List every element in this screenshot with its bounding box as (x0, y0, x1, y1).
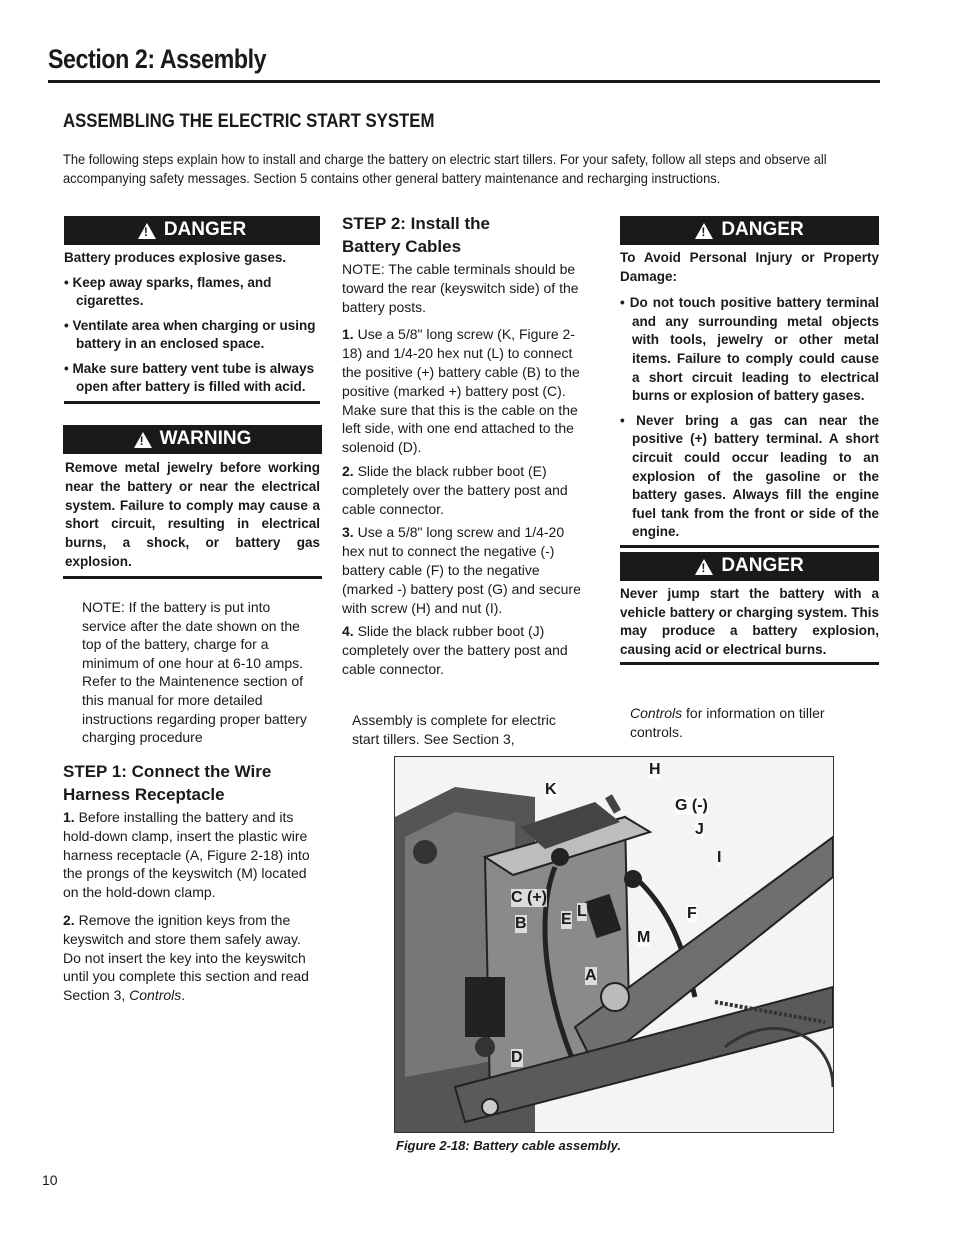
warning-triangle-icon (695, 223, 713, 239)
section-title: Section 2: Assembly (48, 44, 267, 74)
figure-callout: L (577, 903, 587, 920)
step-text: Slide the black rubber boot (E) completely over the battery post and cable connector. (342, 462, 568, 517)
figure-caption: Figure 2-18: Battery cable assembly. (396, 1138, 621, 1153)
controls-text (630, 704, 850, 742)
danger-banner-3 (620, 552, 879, 581)
section-divider (48, 80, 880, 83)
danger-label: DANGER (721, 219, 804, 241)
intro-paragraph: The following steps explain how to install and charge the battery on electric start tillers. For your safety, follow all steps and observe all accompanying safety messages. Section 5 contains other general battery maintenance and recharging instructions. (63, 151, 827, 186)
danger-body-1 (64, 245, 320, 404)
danger-body-2 (620, 245, 879, 548)
warning-box (63, 425, 322, 579)
step-number: 4. (342, 623, 354, 640)
controls-text-rest: for information on tiller controls. (630, 705, 825, 740)
figure-callout: G (-) (675, 797, 708, 814)
step-text: Slide the black rubber boot (J) completely over the battery post and cable connector. (342, 623, 568, 677)
figure-callout: I (717, 849, 722, 866)
warning-text: Remove metal jewelry before working near the battery or near the electrical system. Failure to comply may cause a short circuit, resulting in electrical burns, a shock, or battery gas explosion. (63, 454, 322, 579)
figure-callout: M (637, 929, 651, 946)
step-text: Before installing the battery and its hold-down clamp, insert the plastic wire harness receptacle (A, Figure 2-18) into the prongs of the keyswitch (M) located on the hold-down clamp. (63, 809, 310, 901)
danger-bullet: • Make sure battery vent tube is always open after battery is filled with acid. (64, 360, 315, 394)
assembly-complete-text: Assembly is complete for electric start tillers. See Section 3, (352, 712, 556, 747)
battery-note: NOTE: If the battery is put into service after the date shown on the top of the battery, charge for a minimum of one hour at 6-10 amps. Refer to the Maintenence section of this manual for more detailed instructions regarding proper battery charging procedure (82, 599, 307, 746)
step-number: 2. (342, 462, 354, 479)
step1-heading: STEP 1: Connect the Wire Harness Receptacle (63, 762, 272, 804)
battery-assembly-illustration (395, 757, 833, 1132)
warning-triangle-icon (134, 432, 152, 448)
danger-lead: To Avoid Personal Injury or Property Damage: (620, 250, 879, 284)
danger-banner-1 (64, 216, 320, 245)
danger-banner-2 (620, 216, 879, 245)
warning-triangle-icon (138, 223, 156, 239)
step-number: 1. (342, 326, 354, 343)
step1 (63, 760, 321, 1005)
step2-item-2 (342, 462, 590, 518)
figure-callout: D (511, 1049, 523, 1066)
danger-label: DANGER (721, 555, 804, 577)
step2 (342, 212, 590, 679)
controls-reference: Controls (129, 987, 182, 1004)
figure-callout: E (561, 911, 572, 928)
warning-label: WARNING (159, 428, 252, 450)
battery-cable-figure (394, 756, 834, 1133)
controls-reference: Controls (630, 705, 683, 721)
danger-bullet: • Ventilate area when charging or using battery in an enclosed space. (64, 317, 316, 351)
figure-callout: A (585, 967, 597, 984)
danger-text-3: Never jump start the battery with a vehicle battery or charging system. This may produce a battery explosion, causing acid or electrical burns. (620, 581, 879, 665)
danger-box-1 (64, 216, 320, 404)
page-number: 10 (42, 1172, 58, 1188)
step-text: Remove the ignition keys from the keyswitch and store them safely away. Do not insert the key into the keyswitch until you complete this section and read Section 3, (63, 911, 309, 1004)
warning-triangle-icon (695, 559, 713, 575)
danger-lead: Battery produces explosive gases. (64, 250, 287, 265)
figure-callout: K (545, 781, 557, 798)
step-number: 1. (63, 809, 75, 825)
step-text: Use a 5/8" long screw and 1/4-20 hex nut to connect the negative (-) battery cable (F) to the negative (marked -) battery post (G) and secure with screw (H) and nut (I). (342, 524, 581, 616)
warning-banner (63, 425, 322, 454)
step1-paragraph-2 (63, 911, 321, 1005)
step-text: . (181, 987, 186, 1004)
step2-item-1 (342, 325, 590, 457)
step2-item-4 (342, 622, 590, 678)
figure-callout: H (649, 761, 661, 778)
step2-heading: STEP 2: Install the Battery Cables (342, 214, 491, 256)
step2-note: NOTE: The cable terminals should be toward the rear (keyswitch side) of the battery posts. (342, 261, 579, 315)
step-text: Use a 5/8" long screw (K, Figure 2-18) and 1/4-20 hex nut (L) to connect the positive (+) battery cable (B) to the positive (marked +) battery post (C). Make sure that this is the cable on the left side, with one end attached to the solenoid (D). (342, 326, 580, 456)
danger-label: DANGER (163, 219, 247, 241)
figure-callout: B (515, 915, 527, 932)
subheading: ASSEMBLING THE ELECTRIC START SYSTEM (63, 110, 435, 132)
danger-bullet: • Keep away sparks, flames, and cigarettes. (64, 274, 272, 308)
danger-bullet: • Never bring a gas can near the positive (+) battery terminal. A short circuit could occur leading to an explosion of the gasoline or the battery gases. Always fill the engine fuel tank from the front or side of the engine. (620, 412, 879, 540)
figure-callout: J (695, 821, 704, 838)
danger-box-3 (620, 552, 879, 665)
figure-callout: F (687, 905, 697, 922)
figure-callout: C (+) (511, 889, 547, 906)
step2-item-3 (342, 523, 590, 617)
danger-bullet: • Do not touch positive battery terminal and any surrounding metal objects with tools, jewelry or other metal items. Failure to comply could cause a short circuit leading to electrical burns or explosion of battery gases. (620, 295, 879, 404)
danger-box-2 (620, 216, 879, 548)
step-number: 2. (63, 911, 75, 928)
step1-paragraph-1 (63, 808, 321, 902)
step-number: 3. (342, 524, 354, 541)
